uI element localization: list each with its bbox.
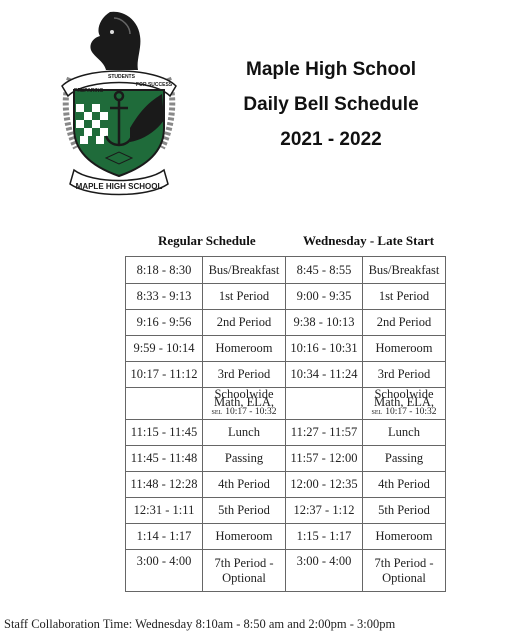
late-time: 3:00 - 4:00 [286, 550, 363, 592]
regular-time: 3:00 - 4:00 [126, 550, 203, 592]
school-year: 2021 - 2022 [280, 129, 382, 150]
school-name: Maple High School [246, 59, 416, 80]
regular-sel-line1: Schoolwide Math, ELA, [213, 387, 275, 409]
staff-collaboration-note: Staff Collaboration Time: Wednesday 8:10am - 8:50 am and 2:00pm - 3:00pm [4, 617, 396, 631]
crest-banner-right: FOR SUCCESS [136, 82, 173, 88]
late-sel-line1: Schoolwide Math, ELA, [373, 387, 435, 409]
late-time: 12:37 - 1:12 [286, 498, 363, 524]
regular-period: Homeroom [203, 336, 286, 362]
late-period: 1st Period [363, 284, 446, 310]
late-optional-line2: Optional [382, 570, 426, 585]
regular-sel-time: 10:17 - 10:32 [225, 407, 277, 417]
late-time: 9:38 - 10:13 [286, 310, 363, 336]
regular-time: 12:31 - 1:11 [126, 498, 203, 524]
crest-banner-left: PREPARING [74, 88, 104, 94]
regular-period: 3rd Period [203, 362, 286, 388]
regular-period: Bus/Breakfast [203, 257, 286, 284]
regular-time: 1:14 - 1:17 [126, 524, 203, 550]
regular-time: 11:15 - 11:45 [126, 420, 203, 446]
late-period: 5th Period [363, 498, 446, 524]
late-time: 1:15 - 1:17 [286, 524, 363, 550]
schedule-title: Daily Bell Schedule [243, 94, 419, 115]
regular-period: Passing [203, 446, 286, 472]
regular-time: 11:48 - 12:28 [126, 472, 203, 498]
late-time: 10:16 - 10:31 [286, 336, 363, 362]
school-crest-logo [52, 8, 186, 198]
crest-banner-top: STUDENTS [108, 74, 135, 80]
regular-time: 8:18 - 8:30 [126, 257, 203, 284]
regular-period: Lunch [203, 420, 286, 446]
late-time: 11:57 - 12:00 [286, 446, 363, 472]
late-period: Bus/Breakfast [363, 257, 446, 284]
table-row [126, 420, 446, 446]
bell-schedule-table [125, 256, 446, 592]
regular-time: 9:59 - 10:14 [126, 336, 203, 362]
regular-optional-line1: 7th Period - [214, 555, 274, 570]
table-row [126, 524, 446, 550]
late-sel-time: 10:17 - 10:32 [385, 407, 437, 417]
table-row [126, 310, 446, 336]
table-row [126, 472, 446, 498]
crest-banner-bottom: MAPLE HIGH SCHOOL [75, 182, 163, 191]
late-time: 12:00 - 12:35 [286, 472, 363, 498]
late-optional-line1: 7th Period - [374, 555, 434, 570]
regular-time: 8:33 - 9:13 [126, 284, 203, 310]
regular-schedule-heading: Regular Schedule [158, 233, 256, 248]
table-row [126, 257, 446, 284]
late-period: 4th Period [363, 472, 446, 498]
regular-period: Homeroom [203, 524, 286, 550]
late-period: Passing [363, 446, 446, 472]
table-row [126, 362, 446, 388]
table-row [126, 336, 446, 362]
regular-sel-prefix: SEL [211, 410, 223, 416]
late-time: 11:27 - 11:57 [286, 420, 363, 446]
regular-period: 2nd Period [203, 310, 286, 336]
page-title-block [200, 52, 462, 157]
table-row [126, 498, 446, 524]
late-sel-prefix: SEL [371, 410, 383, 416]
late-start-heading: Wednesday - Late Start [303, 233, 435, 248]
table-row [126, 284, 446, 310]
regular-time: 11:45 - 11:48 [126, 446, 203, 472]
regular-period: 5th Period [203, 498, 286, 524]
late-time [286, 388, 363, 420]
regular-period: 4th Period [203, 472, 286, 498]
late-time: 8:45 - 8:55 [286, 257, 363, 284]
late-period: 3rd Period [363, 362, 446, 388]
table-row [126, 388, 446, 420]
table-row [126, 446, 446, 472]
late-period: Homeroom [363, 336, 446, 362]
regular-optional-line2: Optional [222, 570, 266, 585]
table-row [126, 550, 446, 592]
regular-period: 1st Period [203, 284, 286, 310]
late-period [363, 550, 446, 592]
regular-time: 9:16 - 9:56 [126, 310, 203, 336]
regular-time: 10:17 - 11:12 [126, 362, 203, 388]
late-period: 2nd Period [363, 310, 446, 336]
regular-period [203, 388, 286, 420]
late-period [363, 388, 446, 420]
late-period: Lunch [363, 420, 446, 446]
regular-period [203, 550, 286, 592]
late-period: Homeroom [363, 524, 446, 550]
late-time: 9:00 - 9:35 [286, 284, 363, 310]
late-time: 10:34 - 11:24 [286, 362, 363, 388]
regular-time [126, 388, 203, 420]
